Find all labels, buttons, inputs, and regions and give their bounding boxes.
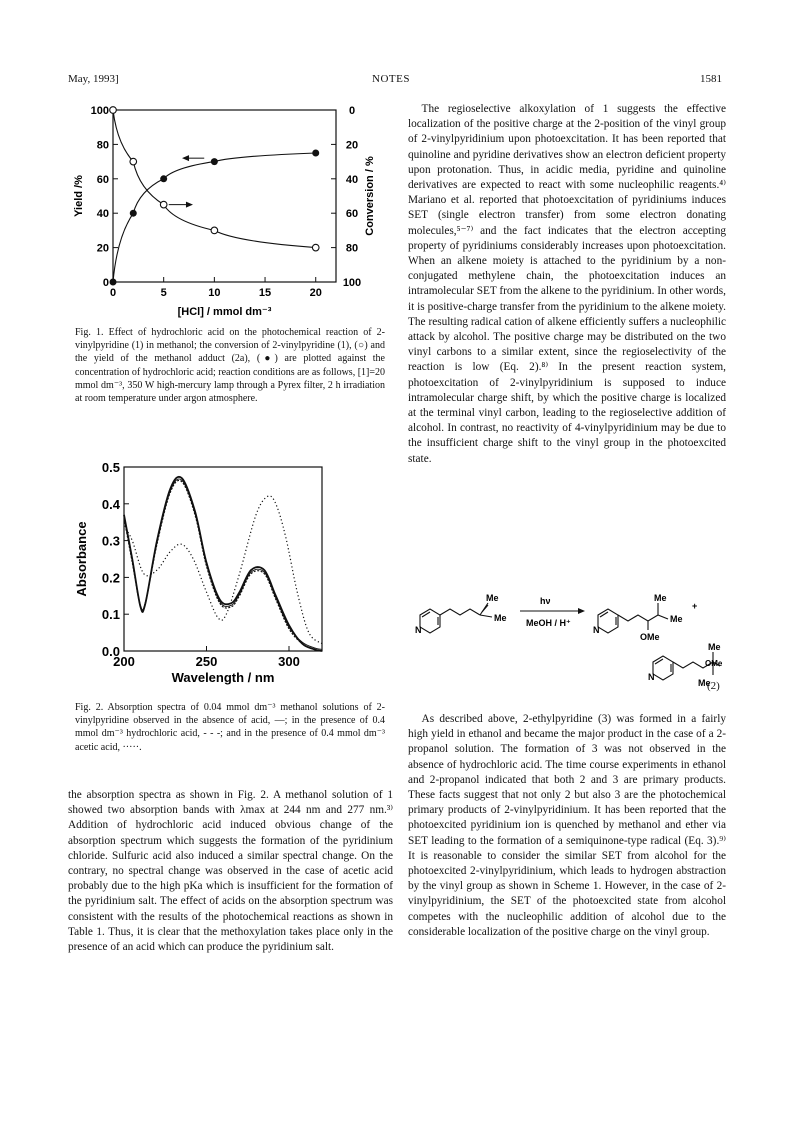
product-2-methyl-bottom: Me [698, 678, 711, 688]
yield-axis-arrow-head [182, 155, 189, 161]
figure-1-caption: Fig. 1. Effect of hydrochloric acid on the photochemical reaction of 2-vinylpyridine (1) in methanol; the conversion of 2-vinylpyridine (1), (○) and the yield of the methanol adduct (2a), (●) are plotted against the concentration of hydrochloric acid; reaction conditions are as follows, [1]=20 mmol dm⁻³, 350 W high-mercury lamp through a Pyrex filter, 2 h irradiation at room temperature under argon atmosphere. [75, 327, 385, 405]
reaction-arrow-head [578, 608, 585, 614]
figure-2-caption: Fig. 2. Absorption spectra of 0.04 mmol dm⁻³ methanol solutions of 2-vinylpyridine observed in the absence of acid, —; in the presence of 0.4 mmol dm⁻³ hydrochloric acid, - - -; and in the presence of 0.4 mmol dm⁻³ acetic acid, ·····. [75, 702, 385, 753]
y2-axis-label: Conversion / % [364, 156, 376, 236]
yield-point [110, 279, 117, 286]
conversion-axis-arrow-head [186, 202, 193, 208]
left-column-text [68, 788, 393, 955]
yield-point [160, 175, 167, 182]
y-tick-label: 0.1 [101, 607, 120, 623]
conversion-point [130, 158, 137, 165]
x-tick-label: 300 [278, 654, 300, 669]
reactant-methyl-label-side: Me [494, 613, 507, 623]
spectrum-no-acid [124, 477, 322, 651]
reactant-methyl-label-top: Me [486, 593, 499, 603]
product-1-nitrogen-label: N [593, 625, 600, 635]
right-paragraph-2: As described above, 2-ethylpyridine (3) was formed in a fairly high yield in ethanol and became the major product in the case of a 2-propanol solution. The formation of 3 was not observed in the absence of hydrochloric acid. The time course experiments in ethanol and 2-propanol indicated that both 2 and 3 are primary products. These facts suggest that not only 2 but also 3 are the photochemical primary products of 2-vinylpyridinium. It has been reported that the photoexcited pyridinium ion is quenched by methanol and ether via SET leading to the formation of a semiquinone-type radical (Eq. 3).⁹⁾ It is reasonable to consider the similar SET from alcohol for the photoexcited 2-vinylpyridinium, which leads to hydrogen abstraction by the vinyl group as shown in Scheme 1. However, in the case of 2-vinylpyridinium, the SET of the photoexcited state from alcohol competes with the nucleophilic addition of alcohol due to the considerable localization of the positive charge on the vinyl group. [408, 713, 726, 938]
yield-point [312, 150, 319, 157]
x-tick-label: 15 [258, 287, 272, 299]
x-axis-label: [HCl] / mmol dm⁻³ [177, 306, 272, 318]
x-tick-label: 20 [309, 287, 322, 299]
yield-point [130, 210, 137, 217]
y-tick-label: 60 [96, 173, 109, 186]
y-tick-label: 0.0 [101, 644, 120, 659]
product-2-nitrogen-label: N [648, 672, 655, 682]
x-tick-label: 250 [195, 654, 218, 669]
y2-tick-label: 80 [345, 242, 359, 255]
running-header-section: NOTES [372, 73, 410, 85]
plot-frame [113, 110, 336, 282]
figure-1-chart [68, 98, 398, 320]
product-2-methoxy-label: OMe [705, 659, 723, 668]
product-1-methoxy-label: OMe [640, 632, 660, 642]
y-tick-label: 0.2 [101, 570, 120, 586]
y2-tick-label: 60 [345, 208, 359, 221]
spectrum-acetic-acid [124, 496, 322, 644]
product-1-structure [598, 603, 668, 633]
reactant-pyridine-ring [420, 603, 492, 633]
x-tick-label: 10 [208, 287, 221, 299]
hv-label: hν [540, 596, 551, 606]
right-column-text-bottom [408, 712, 726, 940]
plus-sign: + [692, 601, 698, 611]
left-paragraph: the absorption spectra as shown in Fig. 2. A methanol solution of 1 showed two absorption bands with λmax at 244 nm and 277 nm.³⁾ Addition of hydrochloric acid induced obvious change of the absorption spectrum which suggests the formation of the pyridinium chloride. Sulfuric acid also induced a similar spectral change. On the contrary, no spectral change was observed in the case of acetic acid probably due to the high pKa which is insufficient for the formation of the pyridinium salt. The effect of acids on the absorption spectrum was consistent with the results of the photochemical reactions as shown in Table 1. Thus, it is clear that the methoxylation takes place only in the presence of an acid which can produce the pyridinium salt. [68, 789, 393, 954]
running-header-journal: May, 1993] [68, 73, 119, 85]
right-paragraph-1: The regioselective alkoxylation of 1 suggests the effective localization of the positive charge at the 2-position of the vinyl group of 2-vinylpyridinium upon photoexcitation. It has been reported that quinoline and pyridine derivatives show an electron deficient property upon protonation. Thus, in acidic media, pyridine and quinoline derivatives are expected to react with some nucleophilic reagents.⁴⁾ Mariano et al. reported that photoexcitation of pyridiniums induces SET (single electron transfer) from some electron donating molecules,⁵⁻⁷⁾ and the fact indicates that the electron accepting property of pyridiniums considerably increases upon photoexcitation. When an alkene moiety is attached to the pyridinium by a non-conjugated methylene chain, the photoexcitation induces an intramolecular SET from the alkene to the pyridinium. In other words, it is positive-charge transfer from the pyridinium to the alkene moiety. The resulting radical cation of alkene efficiently suffers a nucleophilic attack by alcohol. The positive charge may be distributed on the two vinyl carbons to a similar extent, since the regioselectivity of the reaction is low (Eq. 2).⁸⁾ In the present reaction system, photoexcitation of 2-vinylpyridinium is supposed to induce intramolecular charge shift, by which the positive charge is localized at the terminal vinyl carbon, leading to the regioselective addition of alcohol. In contrast, no reactivity of 4-vinylpyridinium may be due to the insufficient charge shift to the vinyl group in the photoexcited state. [408, 103, 726, 465]
x-tick-label: 200 [113, 654, 135, 669]
equation-2-scheme [408, 590, 728, 695]
product-1-methyl-side: Me [670, 614, 683, 624]
y-tick-label: 0.5 [101, 460, 120, 475]
conversion-point [160, 201, 167, 208]
conversion-point [211, 227, 218, 234]
page-number: 1581 [700, 73, 722, 85]
y-tick-label: 0.4 [101, 496, 120, 512]
x-axis-label: Wavelength / nm [171, 670, 275, 685]
y-tick-label: 0.3 [101, 533, 120, 549]
y2-tick-label: 100 [342, 277, 362, 289]
yield-point [211, 158, 218, 165]
y-tick-label: 0 [102, 277, 109, 289]
y-tick-label: 80 [96, 139, 109, 152]
product-1-methyl-top: Me [654, 593, 667, 603]
y2-tick-label: 40 [345, 173, 359, 186]
y2-tick-label: 20 [345, 139, 359, 152]
x-tick-label: 5 [160, 287, 167, 299]
right-column-text-top [408, 102, 726, 467]
y-axis-label: Yield /% [73, 175, 85, 217]
reaction-conditions-label: MeOH / H⁺ [526, 618, 571, 628]
product-2-methyl-top: Me [708, 642, 721, 652]
y-axis-label: Absorbance [74, 521, 89, 597]
y2-tick-label: 0 [348, 105, 356, 117]
figure-2-chart [68, 455, 398, 695]
equation-number: (2) [707, 680, 720, 692]
conversion-point [110, 107, 117, 114]
y-tick-label: 40 [96, 208, 109, 221]
conversion-point [312, 244, 319, 251]
yield-curve [113, 153, 316, 282]
x-tick-label: 0 [109, 287, 117, 299]
y-tick-label: 100 [90, 105, 109, 117]
y-tick-label: 20 [96, 242, 109, 255]
reactant-nitrogen-label: N [415, 625, 422, 635]
spectrum-hydrochloric-acid [124, 480, 322, 651]
spectrum-hydrochloric-acid-outline [124, 479, 322, 650]
